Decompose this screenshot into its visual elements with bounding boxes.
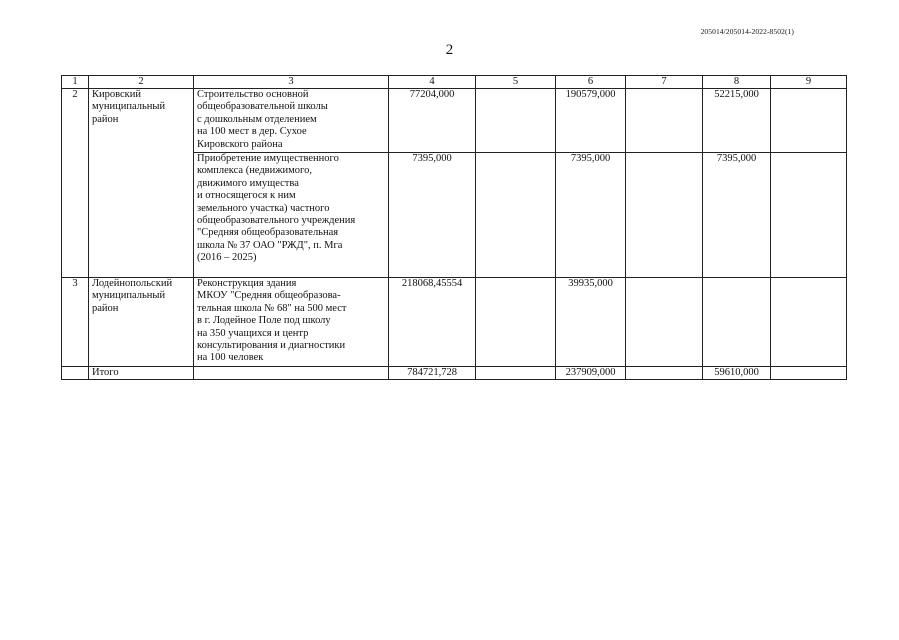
total-row bbox=[62, 367, 847, 380]
value-cell bbox=[771, 278, 847, 367]
value-cell bbox=[703, 278, 771, 367]
value-cell: 7395,000 bbox=[703, 153, 771, 278]
column-header: 6 bbox=[556, 76, 626, 89]
table-row bbox=[62, 278, 847, 367]
object-cell: Реконструкция здания МКОУ "Средняя общеобразова- тельная школа № 68" на 500 мест в г. Лодейное Поле под школу на 350 учащихся и центр консультирования и диагностики на 100 человек bbox=[194, 278, 389, 367]
value-cell bbox=[476, 89, 556, 153]
district-cell: Лодейнопольский муниципальный район bbox=[89, 278, 194, 367]
object-cell: Приобретение имущественного комплекса (недвижимого, движимого имущества и относящегося к ним земельного участка) частного общеобразовательного учреждения "Средняя общеобразовательная школа № 37 ОАО "РЖД", п. Мга (2016 – 2025) bbox=[194, 153, 389, 278]
value-cell: 77204,000 bbox=[389, 89, 476, 153]
data-table bbox=[61, 75, 847, 380]
total-value: 59610,000 bbox=[703, 367, 771, 380]
row-number: 3 bbox=[62, 278, 89, 367]
object-cell bbox=[194, 367, 389, 380]
value-cell bbox=[626, 278, 703, 367]
row-number bbox=[62, 367, 89, 380]
column-header: 4 bbox=[389, 76, 476, 89]
table-header-row bbox=[62, 76, 847, 89]
district-cell: Кировский муниципальный район bbox=[89, 89, 194, 278]
column-header: 9 bbox=[771, 76, 847, 89]
value-cell: 190579,000 bbox=[556, 89, 626, 153]
value-cell: 7395,000 bbox=[556, 153, 626, 278]
column-header: 8 bbox=[703, 76, 771, 89]
value-cell bbox=[626, 153, 703, 278]
total-value bbox=[771, 367, 847, 380]
page-number: 2 bbox=[445, 42, 454, 58]
value-cell bbox=[476, 153, 556, 278]
value-cell: 7395,000 bbox=[389, 153, 476, 278]
value-cell: 218068,45554 bbox=[389, 278, 476, 367]
total-value bbox=[626, 367, 703, 380]
row-number: 2 bbox=[62, 89, 89, 278]
column-header: 5 bbox=[476, 76, 556, 89]
value-cell: 52215,000 bbox=[703, 89, 771, 153]
column-header: 1 bbox=[62, 76, 89, 89]
total-label: Итого bbox=[89, 367, 194, 380]
value-cell bbox=[771, 153, 847, 278]
value-cell bbox=[476, 278, 556, 367]
total-value: 784721,728 bbox=[389, 367, 476, 380]
total-value bbox=[476, 367, 556, 380]
document-code: 205014/205014-2022-8502(1) bbox=[700, 27, 794, 36]
value-cell bbox=[771, 89, 847, 153]
object-cell: Строительство основной общеобразовательной школы с дошкольным отделением на 100 мест в дер. Сухое Кировского района bbox=[194, 89, 389, 153]
table-row bbox=[62, 89, 847, 153]
column-header: 7 bbox=[626, 76, 703, 89]
value-cell bbox=[626, 89, 703, 153]
column-header: 3 bbox=[194, 76, 389, 89]
column-header: 2 bbox=[89, 76, 194, 89]
total-value: 237909,000 bbox=[556, 367, 626, 380]
value-cell: 39935,000 bbox=[556, 278, 626, 367]
